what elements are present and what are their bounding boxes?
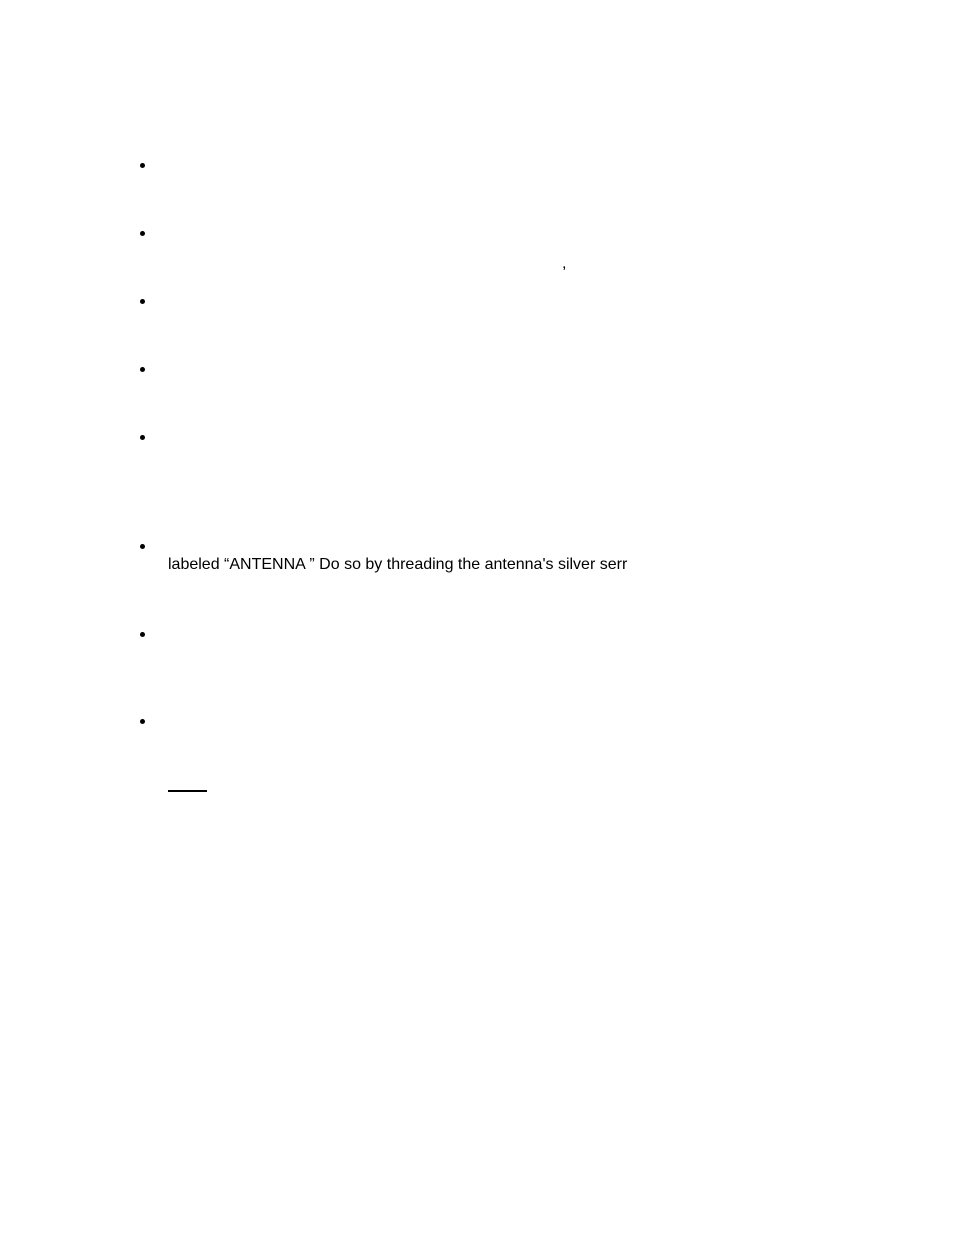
bullet-marker [140,299,148,307]
bullet-marker [140,231,148,239]
bullet-marker [140,719,148,727]
underline-fragment [168,790,207,792]
bullet-marker [140,544,148,552]
bullet-marker [140,435,148,443]
antenna-instruction-text: labeled “ANTENNA ” Do so by threading the antenna's silver serr [168,556,628,573]
bullet-marker [140,632,148,640]
bullet-marker [140,163,148,171]
bullet-marker [140,367,148,375]
comma-fragment: , [562,255,567,272]
